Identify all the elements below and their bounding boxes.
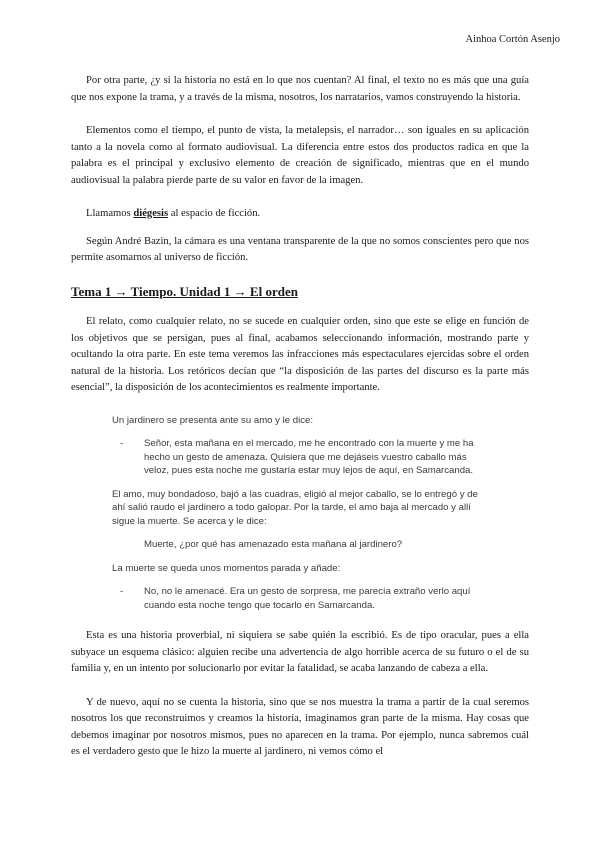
quote-dialogue-line: [120, 585, 482, 612]
quoted-story: [112, 414, 482, 613]
quote-dialogue-line: Muerte, ¿por qué has amenazado esta mañana al jardinero?: [144, 539, 403, 550]
dash-mark: -: [120, 586, 124, 597]
paragraph: Y de nuevo, aquí no se cuenta la historia, sino que se nos muestra la trama a partir de la cual seremos nosotros los que reconstruimos y creamos la historia, imaginamos gran parte de la misma. Hay cosas que debemos imaginar por nosotros mismos, pues no aparecen en la trama. Por ejemplo, nunca sabremos cuál es el verdadero gesto que le hizo la muerte al jardinero, ni vemos cómo el: [71, 696, 529, 757]
paragraph: Elementos como el tiempo, el punto de vista, la metalepsis, el narrador… son iguales en su aplicación tanto a la novela como al formato audiovisual. La diferencia entre estos dos productos radica en que la palabra es el principal y exclusivo elemento de creación de significado, mientras que en el mundo audiovisual la palabra pierde parte de su valor en favor de la imagen.: [71, 125, 529, 186]
dialogue-text: No, no le amenacé. Era un gesto de sorpresa, me parecía extraño verlo aquí cuando esta noche tengo que tocarlo en Samarcanda.: [144, 586, 471, 611]
paragraph: Por otra parte, ¿y si la historia no está en lo que nos cuentan? Al final, el texto no es más que una guía que nos expone la trama, y a través de la misma, nosotros, los narratarios, vamos construyendo la historia.: [71, 75, 529, 103]
paragraph: El relato, como cualquier relato, no se sucede en cualquier orden, sino que este se elige en función de los objetivos que se persigan, pues al final, acabamos seleccionando información, mostrando parte y ocultando la otra parte. En este tema veremos las infracciones más espectaculares ejercidas sobre el orden natural de la historia. Los retóricos decían que “la disposición de las partes del discurso es la parte más esencial”, la disposición de los acontecimientos es realmente importante.: [71, 316, 529, 393]
paragraph: Según André Bazin, la cámara es una ventana transparente de la que no somos conscientes pero que nos permite asomarnos al universo de ficción.: [71, 235, 529, 263]
term-diegesis: diégesis: [133, 208, 169, 219]
quote-narration: El amo, muy bondadoso, bajó a las cuadras, eligió al mejor caballo, se lo entregó y de ahí salió raudo el jardinero a todo galopar. Por la tarde, el amo baja al mercado y allí sigue la muerte. Se acerca y le dice:: [112, 488, 478, 527]
text-run: al espacio de ficción.: [168, 208, 261, 219]
quote-intro: Un jardinero se presenta ante su amo y le dice:: [112, 414, 314, 426]
dash-mark: -: [120, 438, 124, 449]
author-name: Ainhoa Cortón Asenjo: [465, 34, 560, 45]
dialogue-text: Señor, esta mañana en el mercado, me he encontrado con la muerte y me ha hecho un gesto de amenaza. Quisiera que me dejáseis vuestro caballo más veloz, pues esta noche me gustaría estar muy lejos de aquí, en Samarcanda.: [144, 438, 474, 476]
document-body: [71, 73, 529, 778]
text-run: Llamamos: [86, 208, 134, 219]
quote-narration: La muerte se queda unos momentos parada y añade:: [112, 562, 341, 574]
section-heading: Tema 1 → Tiempo. Unidad 1 → El orden: [71, 283, 298, 299]
paragraph: [71, 206, 529, 223]
paragraph: Esta es una historia proverbial, ni siquiera se sabe quién la escribió. Es de tipo oracular, pues a ella subyace un esquema clásico: alguien recibe una advertencia de algo horrible acerca de su futuro o el de su familia y, en un intento por solucionarlo por evitar la fatalidad, se acaba lanzando de cabeza a ella.: [71, 630, 529, 674]
quote-dialogue-line: [120, 437, 482, 478]
